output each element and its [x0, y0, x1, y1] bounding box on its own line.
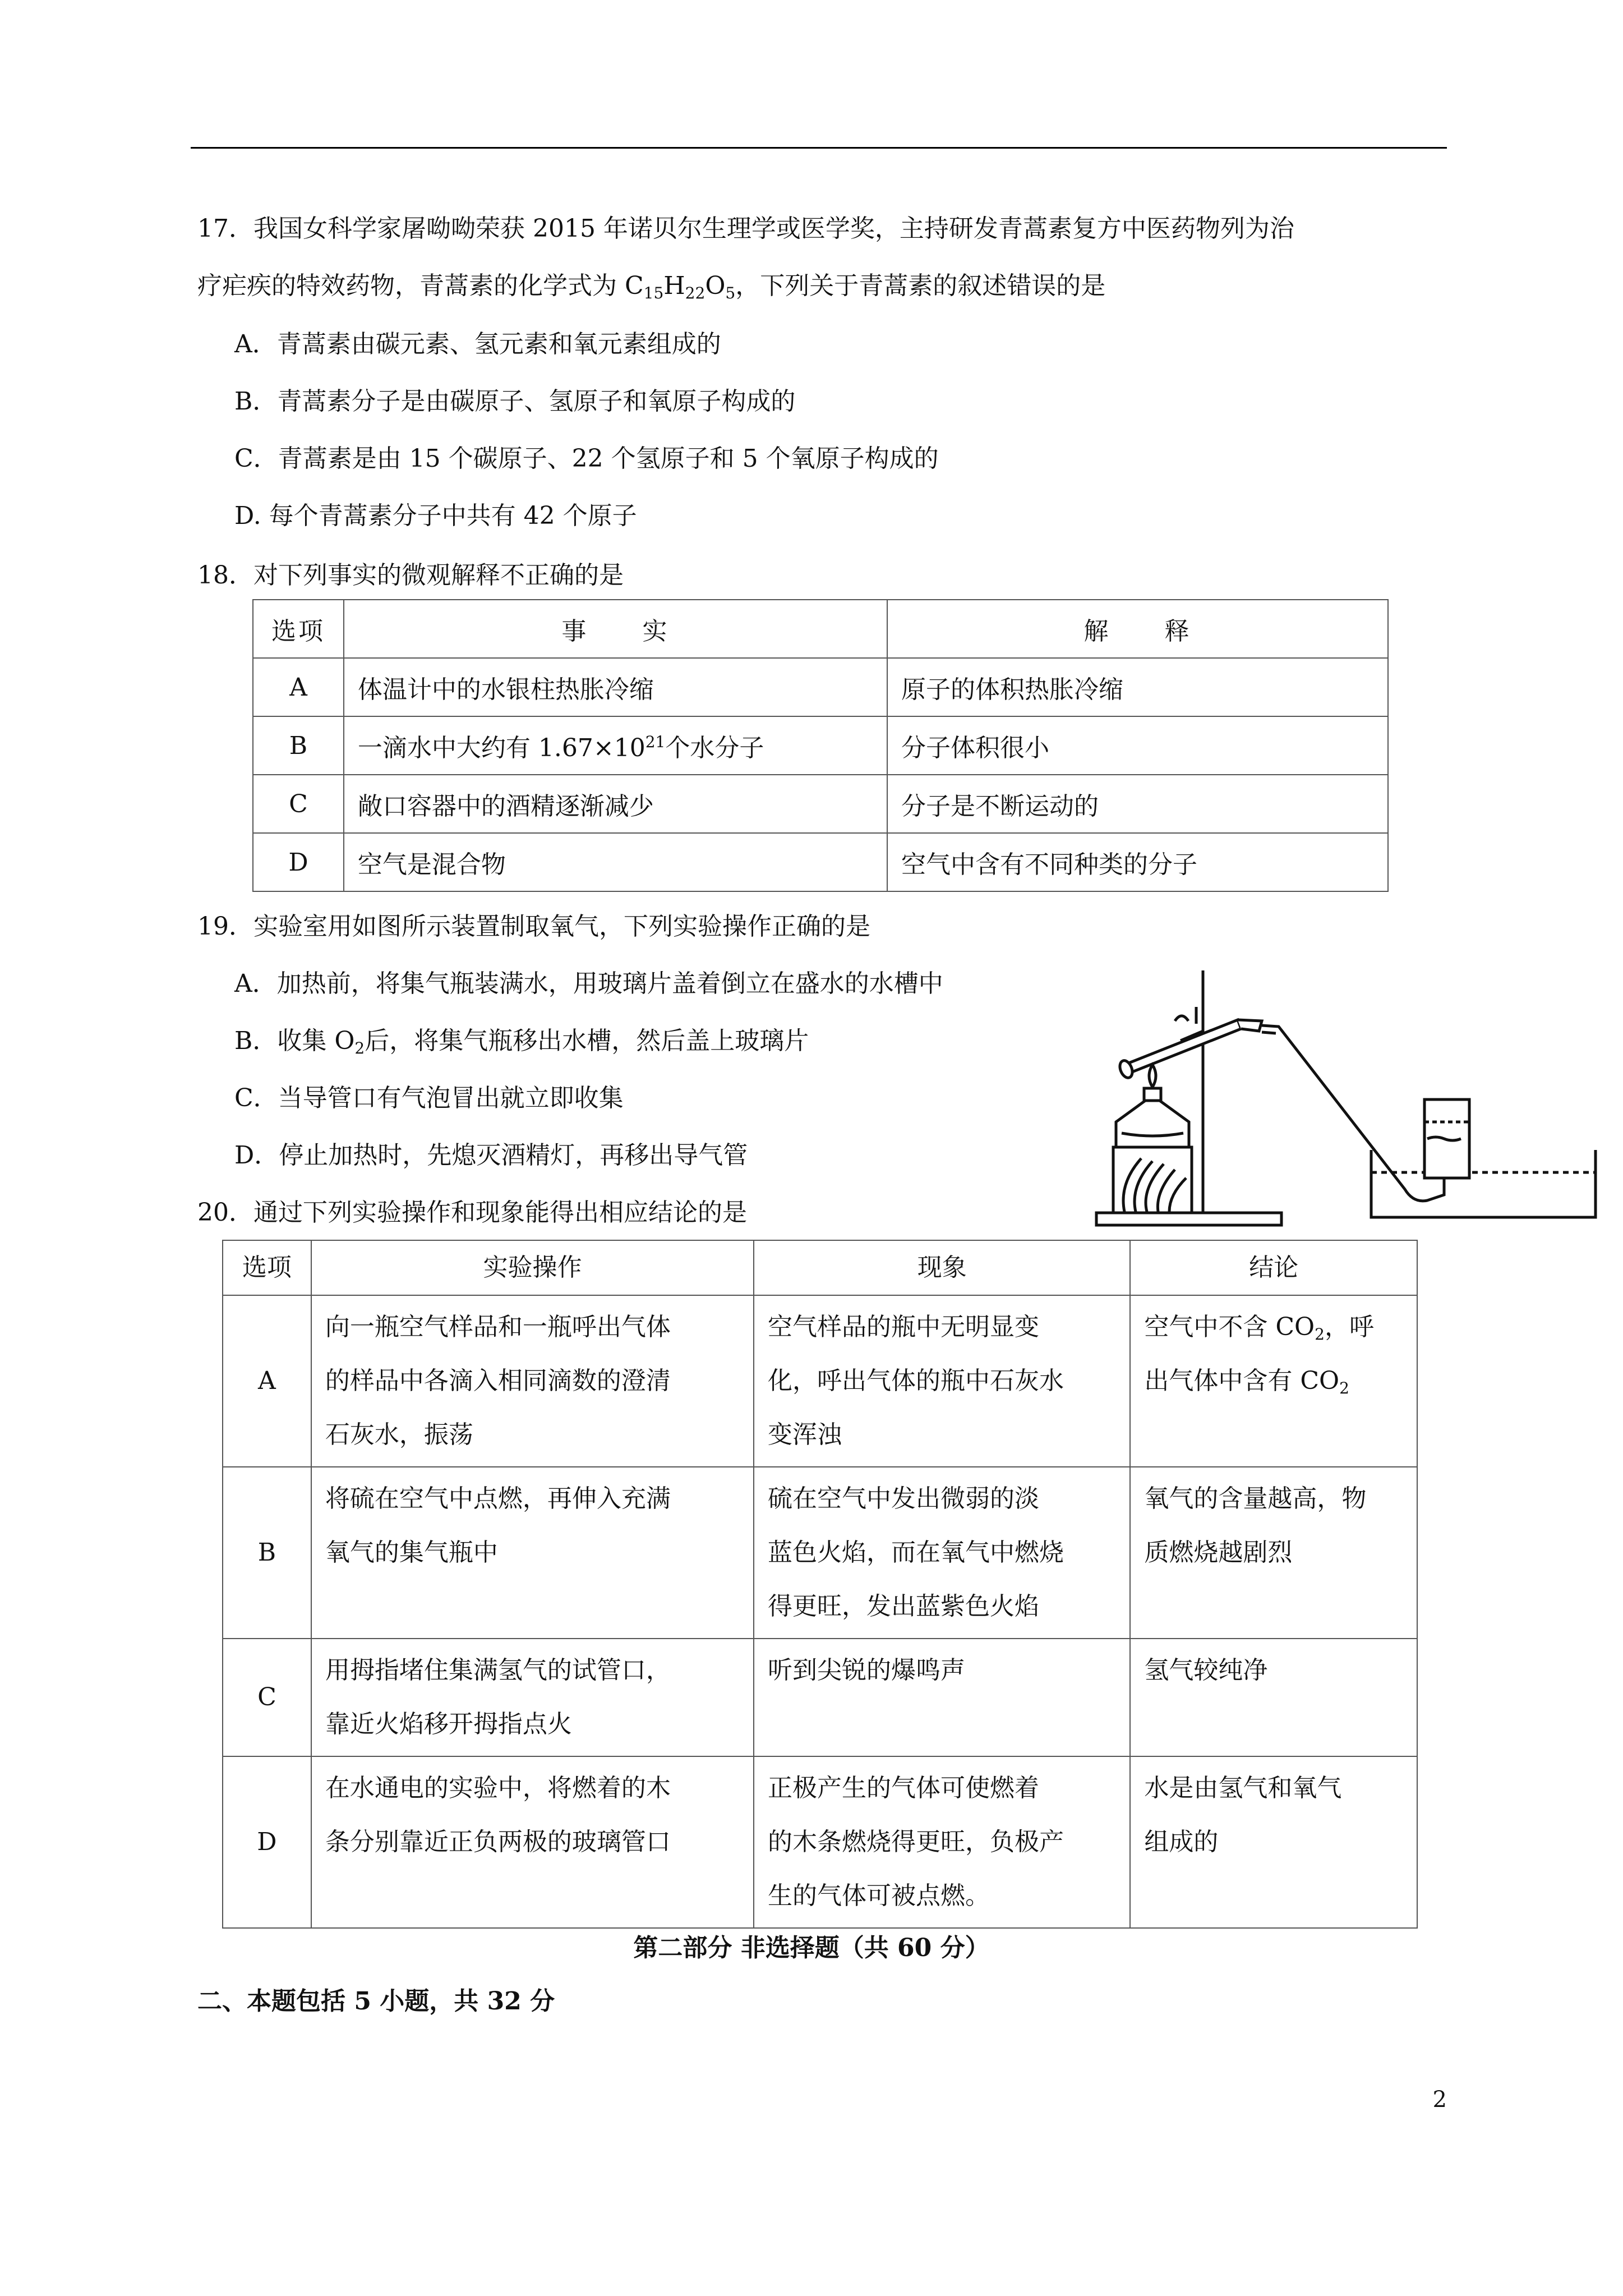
table-header-cell: 选项 — [223, 1240, 311, 1295]
q18-stem: 18．对下列事实的微观解释不正确的是 — [197, 561, 624, 590]
option-cell: C — [253, 775, 344, 833]
table-row — [223, 1295, 1417, 1467]
operation-cell: 将硫在空气中点燃，再伸入充满 氧气的集气瓶中 — [311, 1467, 754, 1639]
option-cell: A — [223, 1295, 311, 1467]
q17-option-c: C．青蒿素是由 15 个碳原子、22 个氢原子和 5 个氧原子构成的 — [234, 444, 939, 473]
fact-cell: 敞口容器中的酒精逐渐减少 — [344, 775, 887, 833]
q19-stem: 19．实验室用如图所示装置制取氧气，下列实验操作正确的是 — [197, 912, 870, 941]
page-number: 2 — [1432, 2087, 1447, 2113]
operation-cell: 用拇指堵住集满氢气的试管口， 靠近火焰移开拇指点火 — [311, 1639, 754, 1756]
conclusion-cell: 空气中不含 $CO_2$，呼 出气体中含有 $CO_2$ — [1130, 1295, 1417, 1467]
header-rule — [191, 147, 1447, 149]
phenomenon-cell: 正极产生的气体可使燃着 的木条燃烧得更旺，负极产 生的气体可被点燃。 — [754, 1756, 1130, 1928]
q18-table — [252, 599, 1389, 892]
section-two-title: 二、本题包括 5 小题，共 32 分 — [197, 1987, 555, 2016]
explanation-cell: 原子的体积热胀冷缩 — [887, 658, 1388, 716]
option-cell: B — [253, 716, 344, 775]
phenomenon-cell: 空气样品的瓶中无明显变 化，呼出气体的瓶中石灰水 变浑浊 — [754, 1295, 1130, 1467]
option-cell: D — [253, 833, 344, 891]
q17-option-a: A．青蒿素由碳元素、氢元素和氧元素组成的 — [234, 330, 721, 358]
fact-cell: 体温计中的水银柱热胀冷缩 — [344, 658, 887, 716]
table-row — [253, 775, 1388, 833]
option-cell: B — [223, 1467, 311, 1639]
q17-stem-line2: 疗疟疾的特效药物，青蒿素的化学式为 $C_{15}H_{22}O_5$，下列关于青蒿素的叙述错误的是 — [197, 272, 1106, 302]
conclusion-cell: 氢气较纯净 — [1130, 1639, 1417, 1756]
phenomenon-cell: 硫在空气中发出微弱的淡 蓝色火焰，而在氧气中燃烧 得更旺，发出蓝紫色火焰 — [754, 1467, 1130, 1639]
explanation-cell: 空气中含有不同种类的分子 — [887, 833, 1388, 891]
table-row — [223, 1756, 1417, 1928]
q19-option-b: B．收集 $O_2$后，将集气瓶移出水槽，然后盖上玻璃片 — [234, 1027, 809, 1057]
q17-stem-line1: 17．我国女科学家屠呦呦荣获 2015 年诺贝尔生理学或医学奖，主持研发青蒿素复方中医药物列为治 — [197, 214, 1294, 243]
operation-cell: 向一瓶空气样品和一瓶呼出气体 的样品中各滴入相同滴数的澄清 石灰水，振荡 — [311, 1295, 754, 1467]
table-row — [253, 658, 1388, 716]
phenomenon-cell: 听到尖锐的爆鸣声 — [754, 1639, 1130, 1756]
conclusion-cell: 水是由氢气和氧气 组成的 — [1130, 1756, 1417, 1928]
q19-option-a: A．加热前，将集气瓶装满水，用玻璃片盖着倒立在盛水的水槽中 — [234, 969, 943, 998]
q20-stem: 20．通过下列实验操作和现象能得出相应结论的是 — [197, 1198, 747, 1227]
table-header-cell: 事 实 — [344, 600, 887, 658]
table-header-cell: 结论 — [1130, 1240, 1417, 1295]
q17-option-b: B．青蒿素分子是由碳原子、氢原子和氧原子构成的 — [234, 387, 796, 416]
fact-cell: 一滴水中大约有 $1.67\times 10^{21}$个水分子 — [344, 716, 887, 775]
operation-cell: 在水通电的实验中，将燃着的木 条分别靠近正负两极的玻璃管口 — [311, 1756, 754, 1928]
table-row — [223, 1467, 1417, 1639]
table-row — [253, 716, 1388, 775]
q20-table — [222, 1240, 1418, 1929]
table-header-cell: 实验操作 — [311, 1240, 754, 1295]
table-header-cell: 解 释 — [887, 600, 1388, 658]
explanation-cell: 分子是不断运动的 — [887, 775, 1388, 833]
oxygen-apparatus-figure — [1091, 954, 1601, 1234]
fact-cell: 空气是混合物 — [344, 833, 887, 891]
option-cell: A — [253, 658, 344, 716]
q19-option-c: C．当导管口有气泡冒出就立即收集 — [234, 1084, 624, 1112]
table-header-cell: 选项 — [253, 600, 344, 658]
option-cell: C — [223, 1639, 311, 1756]
table-header-cell: 现象 — [754, 1240, 1130, 1295]
q19-option-d: D．停止加热时，先熄灭酒精灯，再移出导气管 — [234, 1141, 748, 1170]
conclusion-cell: 氧气的含量越高，物 质燃烧越剧烈 — [1130, 1467, 1417, 1639]
table-header-row — [223, 1240, 1417, 1295]
table-row — [253, 833, 1388, 891]
q17-option-d: D. 每个青蒿素分子中共有 42 个原子 — [234, 501, 637, 530]
table-header-row — [253, 600, 1388, 658]
table-row — [223, 1639, 1417, 1756]
part-two-title: 第二部分 非选择题（共 60 分） — [633, 1934, 990, 1962]
option-cell: D — [223, 1756, 311, 1928]
explanation-cell: 分子体积很小 — [887, 716, 1388, 775]
